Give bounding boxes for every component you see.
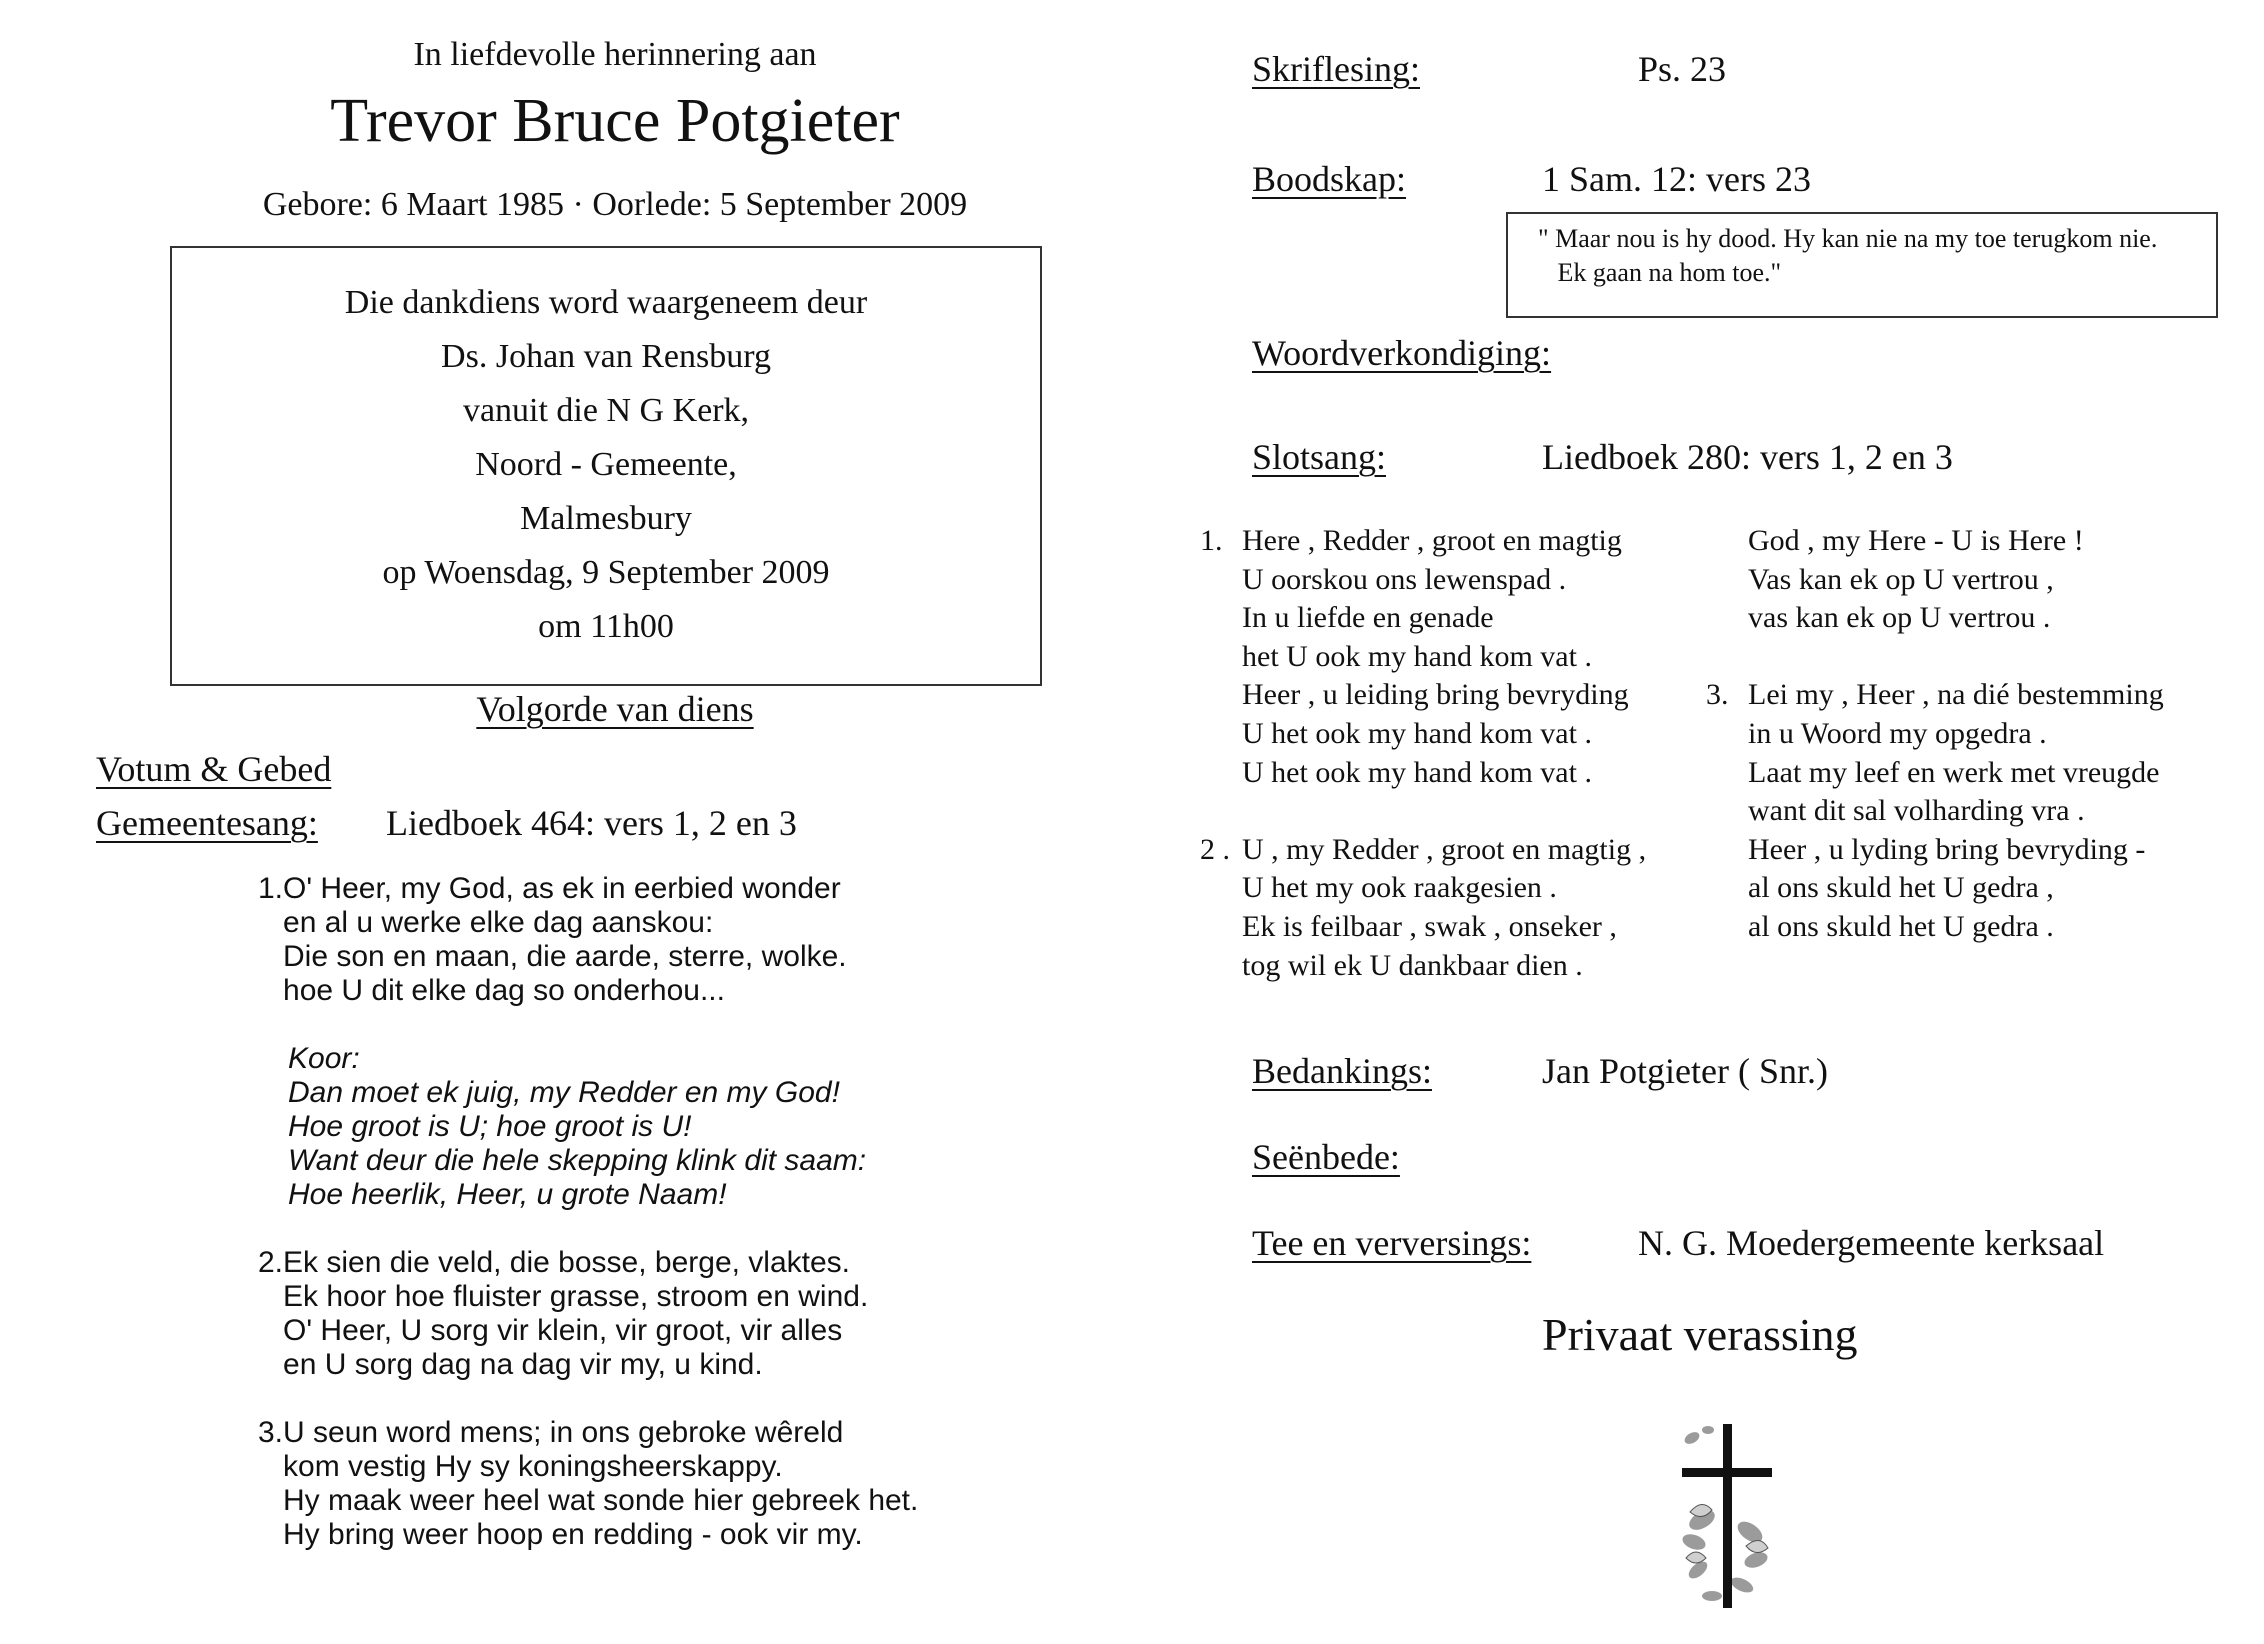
boodskap-label: Boodskap: [1252,159,1407,199]
skriflesing-value: Ps. 23 [1638,49,1727,89]
service-line: vanuit die N G Kerk, [462,392,750,429]
hymn-line: Hoe groot is U; hoe groot is U! [288,1110,692,1143]
slotsang-value: Liedboek 280: vers 1, 2 en 3 [1542,437,1953,477]
hymn-line: Hy maak weer heel wat sonde hier gebreek het. [258,1484,919,1517]
skriflesing-label: Skriflesing: [1252,49,1420,89]
service-line: Noord - Gemeente, [475,446,737,483]
hymn-line: Ek is feilbaar , swak , onseker , [1242,909,1617,943]
hymn-line: U , my Redder , groot en magtig , [1242,832,1647,866]
woordverkondiging-label: Woordverkondiging: [1252,333,1552,373]
bedankings-value: Jan Potgieter ( Snr.) [1542,1051,1828,1091]
hymn-line: Laat my leef en werk met vreugde [1748,755,2160,789]
hymn-line: Heer , u lyding bring bevryding - [1748,832,2146,866]
order-heading: Volgorde van diens [476,689,754,729]
hymn-verse-1 [258,872,918,1008]
hymn-line: het U ook my hand kom vat . [1242,639,1592,673]
hymn-line: In u liefde en genade [1242,601,1494,635]
service-line: Die dankdiens word waargeneem deur [344,284,868,321]
hymn-line: 1.O' Heer, my God, as ek in eerbied wonder [258,872,841,905]
verse-number: 3. [1706,678,1729,712]
service-line: op Woensdag, 9 September 2009 [382,554,830,591]
hymn-line: en U sorg dag na dag vir my, u kind. [258,1348,763,1381]
hymn-280-verse-2 [1200,831,1646,985]
hymn-line: in u Woord my opgedra . [1748,716,2047,750]
hymn-line: U het ook my hand kom vat . [1242,755,1592,789]
deceased-name: Trevor Bruce Potgieter [330,87,900,155]
privaat-verassing: Privaat verassing [1542,1309,1858,1360]
birth-death-dates: Gebore: 6 Maart 1985 · Oorlede: 5 September 2009 [262,186,968,223]
hymn-line: al ons skuld het U gedra . [1748,909,2054,943]
service-line: Ds. Johan van Rensburg [441,338,771,375]
cross-with-lilies-icon [1672,1420,1782,1610]
quote-line: " Maar nou is hy dood. Hy kan nie na my toe terugkom nie. [1538,224,2158,253]
hymn-280-col2 [1706,522,2164,947]
seenbede-label: Seënbede: [1252,1137,1400,1177]
votum-label: Votum & Gebed [96,749,332,789]
hymn-line: God , my Here - U is Here ! [1748,524,2084,557]
boodskap-value: 1 Sam. 12: vers 23 [1542,159,1811,199]
service-box [170,246,1042,686]
gemeentesang-label: Gemeentesang: [96,803,318,843]
slotsang-label: Slotsang: [1252,437,1387,477]
hymn-line: U oorskou ons lewenspad . [1242,562,1567,596]
hymn-line: O' Heer, U sorg vir klein, vir groot, vir alles [258,1314,843,1347]
hymn-280-verse-1 [1200,522,1646,792]
tee-value: N. G. Moedergemeente kerksaal [1638,1223,2105,1263]
hymn-280-verse-2-cont [1706,522,2164,638]
hymn-line: Here , Redder , groot en magtig [1242,524,1622,557]
quote-line: Ek gaan na hom toe." [1538,258,1782,287]
hymn-line: 3.U seun word mens; in ons gebroke wêreld [258,1416,844,1449]
hymn-line: Die son en maan, die aarde, sterre, wolke. [258,940,847,973]
service-line: om 11h00 [538,608,674,645]
service-line: Malmesbury [520,500,692,537]
hymn-line: Hoe heerlik, Heer, u grote Naam! [288,1178,727,1211]
hymn-280-col1 [1200,522,1646,985]
verse-number: 2 . [1200,832,1230,866]
hymn-line: vas kan ek op U vertrou . [1748,601,2051,635]
intro-line: In liefdevolle herinnering aan [413,36,817,73]
bedankings-label: Bedankings: [1252,1051,1432,1091]
hymn-line: 2.Ek sien die veld, die bosse, berge, vlaktes. [258,1246,851,1279]
hymn-464 [258,872,918,1552]
hymn-line: tog wil ek U dankbaar dien . [1242,948,1583,982]
hymn-line: Vas kan ek op U vertrou , [1748,562,2054,596]
hymn-verse-3 [258,1416,918,1552]
hymn-line: Lei my , Heer , na dié bestemming [1748,678,2164,712]
hymn-line: Koor: [288,1042,360,1075]
hymn-line: hoe U dit elke dag so onderhou... [258,974,725,1007]
verse-number: 1. [1200,524,1223,557]
gemeentesang-value: Liedboek 464: vers 1, 2 en 3 [386,803,797,843]
hymn-line: Heer , u leiding bring bevryding [1242,678,1629,712]
hymn-line: want dit sal volharding vra . [1748,794,2085,828]
hymn-line: Hy bring weer hoop en redding - ook vir my. [258,1518,863,1551]
hymn-verse-2 [258,1246,918,1382]
hymn-line: Want deur die hele skepping klink dit saam: [288,1144,867,1177]
hymn-chorus [258,1042,918,1212]
tee-label: Tee en verversings: [1252,1223,1532,1263]
hymn-line: en al u werke elke dag aanskou: [258,906,714,939]
hymn-line: U het my ook raakgesien . [1242,871,1557,905]
hymn-line: al ons skuld het U gedra , [1748,871,2054,905]
hymn-280-verse-3 [1706,676,2164,946]
scripture-quote-box [1506,212,2218,318]
hymn-line: kom vestig Hy sy koningsheerskappy. [258,1450,783,1483]
hymn-line: Ek hoor hoe fluister grasse, stroom en wind. [258,1280,869,1313]
hymn-line: U het ook my hand kom vat . [1242,716,1592,750]
hymn-line: Dan moet ek juig, my Redder en my God! [288,1076,840,1109]
